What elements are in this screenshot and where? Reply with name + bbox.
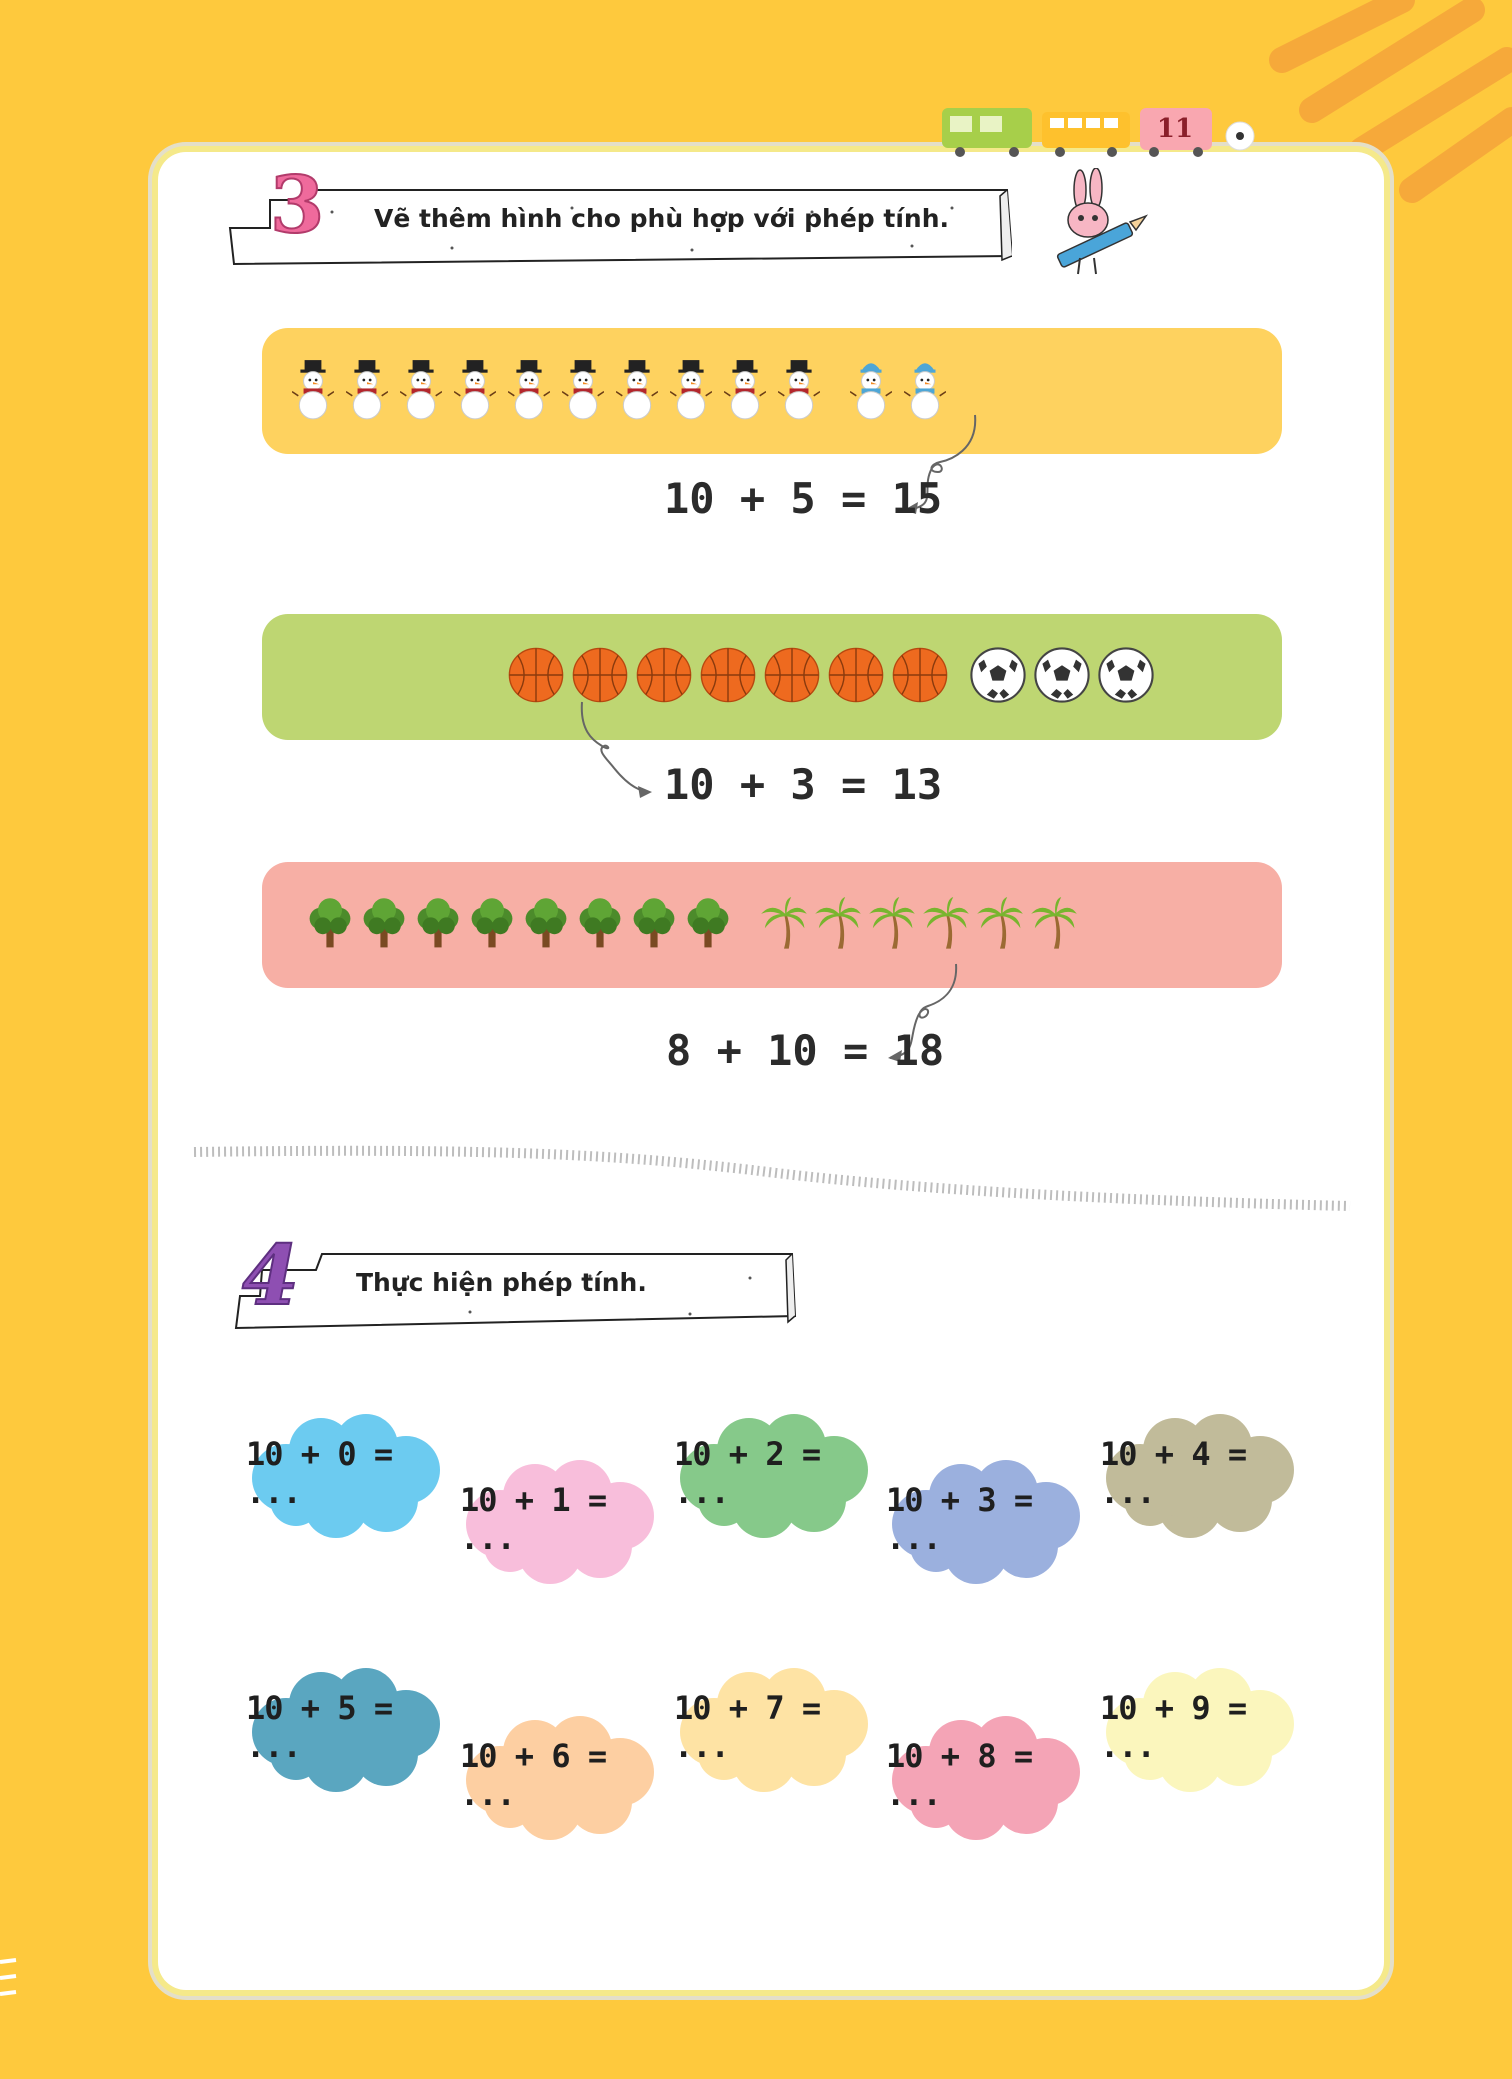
tree-icon [684,897,732,954]
problem-cloud [246,1408,446,1538]
soccer-ball-icon [1034,647,1090,707]
snowman-red-scarf-icon [508,358,550,425]
curved-arrow-icon [578,700,658,800]
page-number: 11 [1156,114,1194,144]
snowman-red-scarf-icon [616,358,658,425]
problem-cloud [246,1662,446,1792]
basketball-icon [892,647,948,707]
basketball-icon [572,647,628,707]
tree-icon [522,897,570,954]
equation-row-1: 10 + 5 = 15 [664,474,943,523]
basketball-icon [828,647,884,707]
equation-row-2: 10 + 3 = 13 [664,760,943,809]
problem-cloud [460,1710,660,1840]
problem-text: 10 + 7 = ... [674,1689,821,1765]
problem-text: 10 + 3 = ... [886,1481,1033,1557]
basketball-icon [764,647,820,707]
tree-icon [576,897,624,954]
stripe-decoration [0,1952,20,2012]
soccer-ball-icon [970,647,1026,707]
palm-tree-icon [814,897,862,954]
problem-cloud [1100,1662,1300,1792]
exercise-4-instruction: Thực hiện phép tính. [356,1268,647,1297]
problem-text: 10 + 0 = ... [246,1435,393,1511]
problem-text: 10 + 1 = ... [460,1481,607,1557]
exercise-number: 4 [242,1228,300,1324]
snowman-group [292,328,958,454]
snowman-red-scarf-icon [670,358,712,425]
problem-cloud [1100,1408,1300,1538]
snowman-red-scarf-icon [724,358,766,425]
snowman-blue-scarf-icon [850,358,892,425]
problem-text: 10 + 5 = ... [246,1689,393,1765]
problem-text: 10 + 4 = ... [1100,1435,1247,1511]
wavy-divider [192,1140,1352,1220]
problem-cloud [674,1662,874,1792]
snowman-red-scarf-icon [562,358,604,425]
tree-group [306,862,1084,988]
snowman-red-scarf-icon [454,358,496,425]
tree-icon [360,897,408,954]
basketball-icon [700,647,756,707]
palm-tree-icon [922,897,970,954]
tree-icon [306,897,354,954]
problem-text: 10 + 8 = ... [886,1737,1033,1813]
basketball-icon [636,647,692,707]
problem-cloud [460,1454,660,1584]
problem-text: 10 + 9 = ... [1100,1689,1247,1765]
palm-tree-icon [976,897,1024,954]
exercise-number: 3 [270,160,325,251]
snowman-red-scarf-icon [346,358,388,425]
problem-cloud [886,1710,1086,1840]
bunny-with-pencil-icon [1050,168,1150,278]
soccer-ball-icon [1098,647,1154,707]
palm-tree-icon [868,897,916,954]
equation-row-3: 8 + 10 = 18 [666,1026,945,1075]
exercise-4-banner [230,1228,800,1336]
train-icon [940,100,1260,160]
palm-tree-icon [1030,897,1078,954]
snowman-red-scarf-icon [292,358,334,425]
problem-cloud [674,1408,874,1538]
problem-text: 10 + 6 = ... [460,1737,607,1813]
tree-icon [630,897,678,954]
snowman-red-scarf-icon [400,358,442,425]
tree-icon [414,897,462,954]
basketball-icon [508,647,564,707]
problem-text: 10 + 2 = ... [674,1435,821,1511]
exercise-3-instruction: Vẽ thêm hình cho phù hợp với phép tính. [374,204,949,233]
snowman-red-scarf-icon [778,358,820,425]
tree-icon [468,897,516,954]
palm-tree-icon [760,897,808,954]
exercise-3-banner [212,160,1012,270]
problem-cloud [886,1454,1086,1584]
